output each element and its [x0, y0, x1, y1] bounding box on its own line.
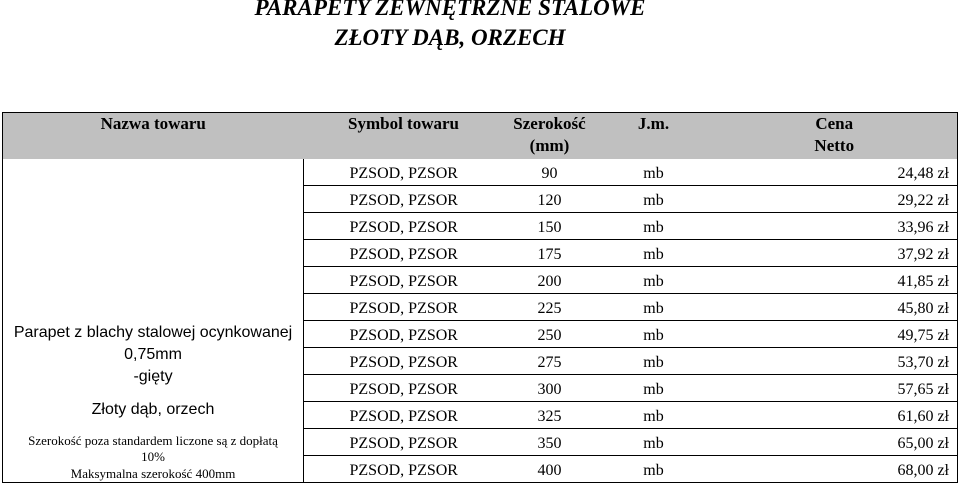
cell-width: 120 — [504, 185, 596, 212]
cell-unit: mb — [596, 239, 712, 266]
cell-unit: mb — [596, 266, 712, 293]
cell-price: 61,60 zł — [712, 401, 958, 428]
cell-width: 225 — [504, 293, 596, 320]
description-line: -gięty — [133, 367, 173, 385]
cell-symbol: PZSOD, PZSOR — [304, 428, 504, 455]
document-subtitle: ZŁOTY DĄB, ORZECH — [334, 25, 566, 50]
price-table — [2, 112, 958, 483]
cell-price: 24,48 zł — [712, 159, 958, 186]
cell-width: 275 — [504, 347, 596, 374]
cell-width: 175 — [504, 239, 596, 266]
cell-width: 350 — [504, 428, 596, 455]
cell-price: 57,65 zł — [712, 374, 958, 401]
header-row — [3, 113, 958, 159]
cell-width: 400 — [504, 455, 596, 482]
document-title: PARAPETY ZEWNĘTRZNE STALOWE — [254, 0, 646, 20]
description-line: 0,75mm — [124, 345, 182, 363]
cell-symbol: PZSOD, PZSOR — [304, 455, 504, 482]
description-line: Parapet z blachy stalowej ocynkowanej — [13, 323, 293, 341]
cell-width: 325 — [504, 401, 596, 428]
cell-width: 300 — [504, 374, 596, 401]
header-price-label: Cena — [815, 114, 854, 133]
header-width-label: Szerokość — [513, 114, 586, 133]
cell-symbol: PZSOD, PZSOR — [304, 212, 504, 239]
header-symbol: Symbol towaru — [304, 113, 504, 159]
cell-unit: mb — [596, 212, 712, 239]
cell-symbol: PZSOD, PZSOR — [304, 185, 504, 212]
cell-unit: mb — [596, 293, 712, 320]
cell-price: 45,80 zł — [712, 293, 958, 320]
cell-width: 250 — [504, 320, 596, 347]
cell-symbol: PZSOD, PZSOR — [304, 401, 504, 428]
cell-symbol: PZSOD, PZSOR — [304, 347, 504, 374]
cell-unit: mb — [596, 159, 712, 186]
header-name: Nazwa towaru — [3, 113, 304, 159]
cell-price: 41,85 zł — [712, 266, 958, 293]
cell-unit: mb — [596, 428, 712, 455]
cell-width: 150 — [504, 212, 596, 239]
cell-unit: mb — [596, 185, 712, 212]
cell-price: 65,00 zł — [712, 428, 958, 455]
cell-symbol: PZSOD, PZSOR — [304, 374, 504, 401]
cell-price: 37,92 zł — [712, 239, 958, 266]
cell-unit: mb — [596, 320, 712, 347]
header-unit: J.m. — [596, 113, 712, 159]
description-max-width: Maksymalna szerokość 400mm — [70, 465, 236, 481]
cell-unit: mb — [596, 374, 712, 401]
cell-price: 29,22 zł — [712, 185, 958, 212]
cell-unit: mb — [596, 401, 712, 428]
cell-symbol: PZSOD, PZSOR — [304, 293, 504, 320]
header-price-net: Netto — [814, 136, 855, 155]
cell-symbol: PZSOD, PZSOR — [304, 239, 504, 266]
cell-price: 68,00 zł — [712, 455, 958, 482]
cell-width: 200 — [504, 266, 596, 293]
table-row — [3, 159, 958, 186]
cell-symbol: PZSOD, PZSOR — [304, 320, 504, 347]
cell-unit: mb — [596, 347, 712, 374]
cell-unit: mb — [596, 455, 712, 482]
cell-width: 90 — [504, 159, 596, 186]
cell-symbol: PZSOD, PZSOR — [304, 266, 504, 293]
cell-symbol: PZSOD, PZSOR — [304, 159, 504, 186]
table-body — [3, 159, 958, 483]
description-note: 10% — [141, 448, 165, 464]
header-width — [504, 113, 596, 159]
product-description — [3, 159, 304, 483]
description-color: Złoty dąb, orzech — [91, 400, 215, 418]
header-width-unit: (mm) — [529, 136, 570, 155]
cell-price: 49,75 zł — [712, 320, 958, 347]
header-price — [712, 113, 958, 159]
description-note: Szerokość poza standardem liczone są z dopłatą — [28, 432, 278, 448]
cell-price: 33,96 zł — [712, 212, 958, 239]
cell-price: 53,70 zł — [712, 347, 958, 374]
